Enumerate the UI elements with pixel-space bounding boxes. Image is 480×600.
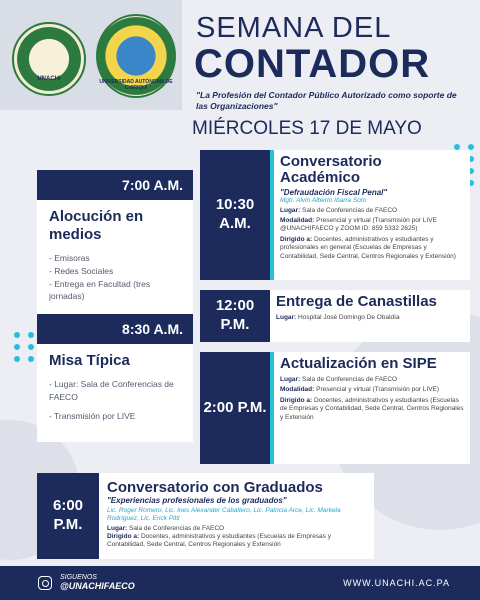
event-title: Conversatorio Académico [280,153,382,186]
event-title: Misa Típica [49,352,130,369]
left-schedule-column [37,170,193,442]
time-label: 7:00 A.M. [37,170,193,200]
event-body [270,150,470,280]
time-label: 2:00 P.M. [200,352,270,464]
event-detail: Lugar: Hospital José Domingo De Obaldía [276,313,400,321]
event-date: MIÉRCOLES 17 DE MAYO [192,118,422,139]
event-detail: Lugar: Sala de Conferencias de FAECO [280,375,398,383]
website-link[interactable]: WWW.UNACHI.AC.PA [343,578,450,588]
faculty-seal-logo: UNIVERSIDAD AUTÓNOMA DE CHIRIQUÍ [96,14,176,98]
event-detail: Lugar: Sala de Conferencias de FAECO [280,206,398,214]
event-body [270,352,470,464]
list-item: - Transmisión por LIVE [49,410,181,423]
event-title: Conversatorio con Graduados [107,479,323,496]
event-detail: Modalidad: Presencial y virtual (Transmisión por LIVE) [280,386,440,394]
logo-area [0,0,182,110]
event-block-graduados [37,473,374,559]
event-detail: Modalidad: Presencial y virtual (Transmisión por LIVE @UNACHIFAECO y ZOOM ID: 859 5332 2625) [280,216,437,233]
event-card-alocucion [37,200,193,314]
event-quote: "Defraudación Fiscal Penal" [280,187,388,197]
instagram-icon[interactable] [38,576,52,590]
event-block-conversatorio [200,150,470,280]
list-item: - Lugar: Sala de Conferencias de FAECO [49,378,181,404]
event-body [270,290,470,342]
event-quote: "Experiencias profesionales de los graduados" [107,496,287,505]
time-label: 8:30 A.M. [37,314,193,344]
page-title-line2: CONTADOR [194,42,431,86]
event-block-canastillas [200,290,470,342]
event-title: Actualización en SIPE [280,355,437,372]
list-item: - Emisoras [49,252,181,265]
event-body [99,473,374,559]
page-title-line1: SEMANA DEL [196,12,392,44]
time-label: 10:30 A.M. [200,150,270,280]
page-subtitle: "La Profesión del Contador Público Autorizado como soporte de las Organizaciones" [196,90,457,111]
event-title: Entrega de Canastillas [276,293,437,310]
list-item: - Redes Sociales [49,265,181,278]
footer [0,566,480,600]
event-detail: Dirigido a: Docentes, administrativos y estudiantes (Escuelas de Empresas y Contabilidad, Sede Central, Centros Regionales y Extensión [107,533,331,549]
event-speaker: Mgtr. Alvin Alberto Ibarra Soto [280,196,367,204]
event-card-misa [37,344,193,442]
event-detail: Dirigido a: Docentes, administrativos y estudiantes (Escuelas de Empresas y Contabilidad, Sede Central, Centros Regionales y Extensión [280,396,464,421]
decorative-dots [14,332,36,362]
event-speaker: Lic. Roger Romero, Lic. Ines Alexander Caballero, Lic. Patricia Arce, Lic. Markela Rodríguez, Lic. Erick Pitti [107,507,341,522]
social-link[interactable] [38,574,135,592]
social-handle[interactable]: @UNACHIFAECO [60,580,135,591]
event-title: Alocución en medios [49,208,144,243]
university-seal-logo: UNACHI [12,22,86,96]
event-block-sipe [200,352,470,464]
list-item: - Entrega en Facultad (tres jornadas) [49,278,181,304]
event-detail: Lugar: Sala de Conferencias de FAECO [107,524,225,532]
event-detail: Dirigido a: Docentes, administrativos y estudiantes y profesionales en general (Escuelas de Empresas y Contabilidad, Sede Central, Centros Regionales y Extensión) [280,235,456,260]
time-label: 6:00 P.M. [37,473,99,559]
social-text: SIGUENOS @UNACHIFAECO [60,574,135,591]
time-label: 12:00 P.M. [200,290,270,342]
